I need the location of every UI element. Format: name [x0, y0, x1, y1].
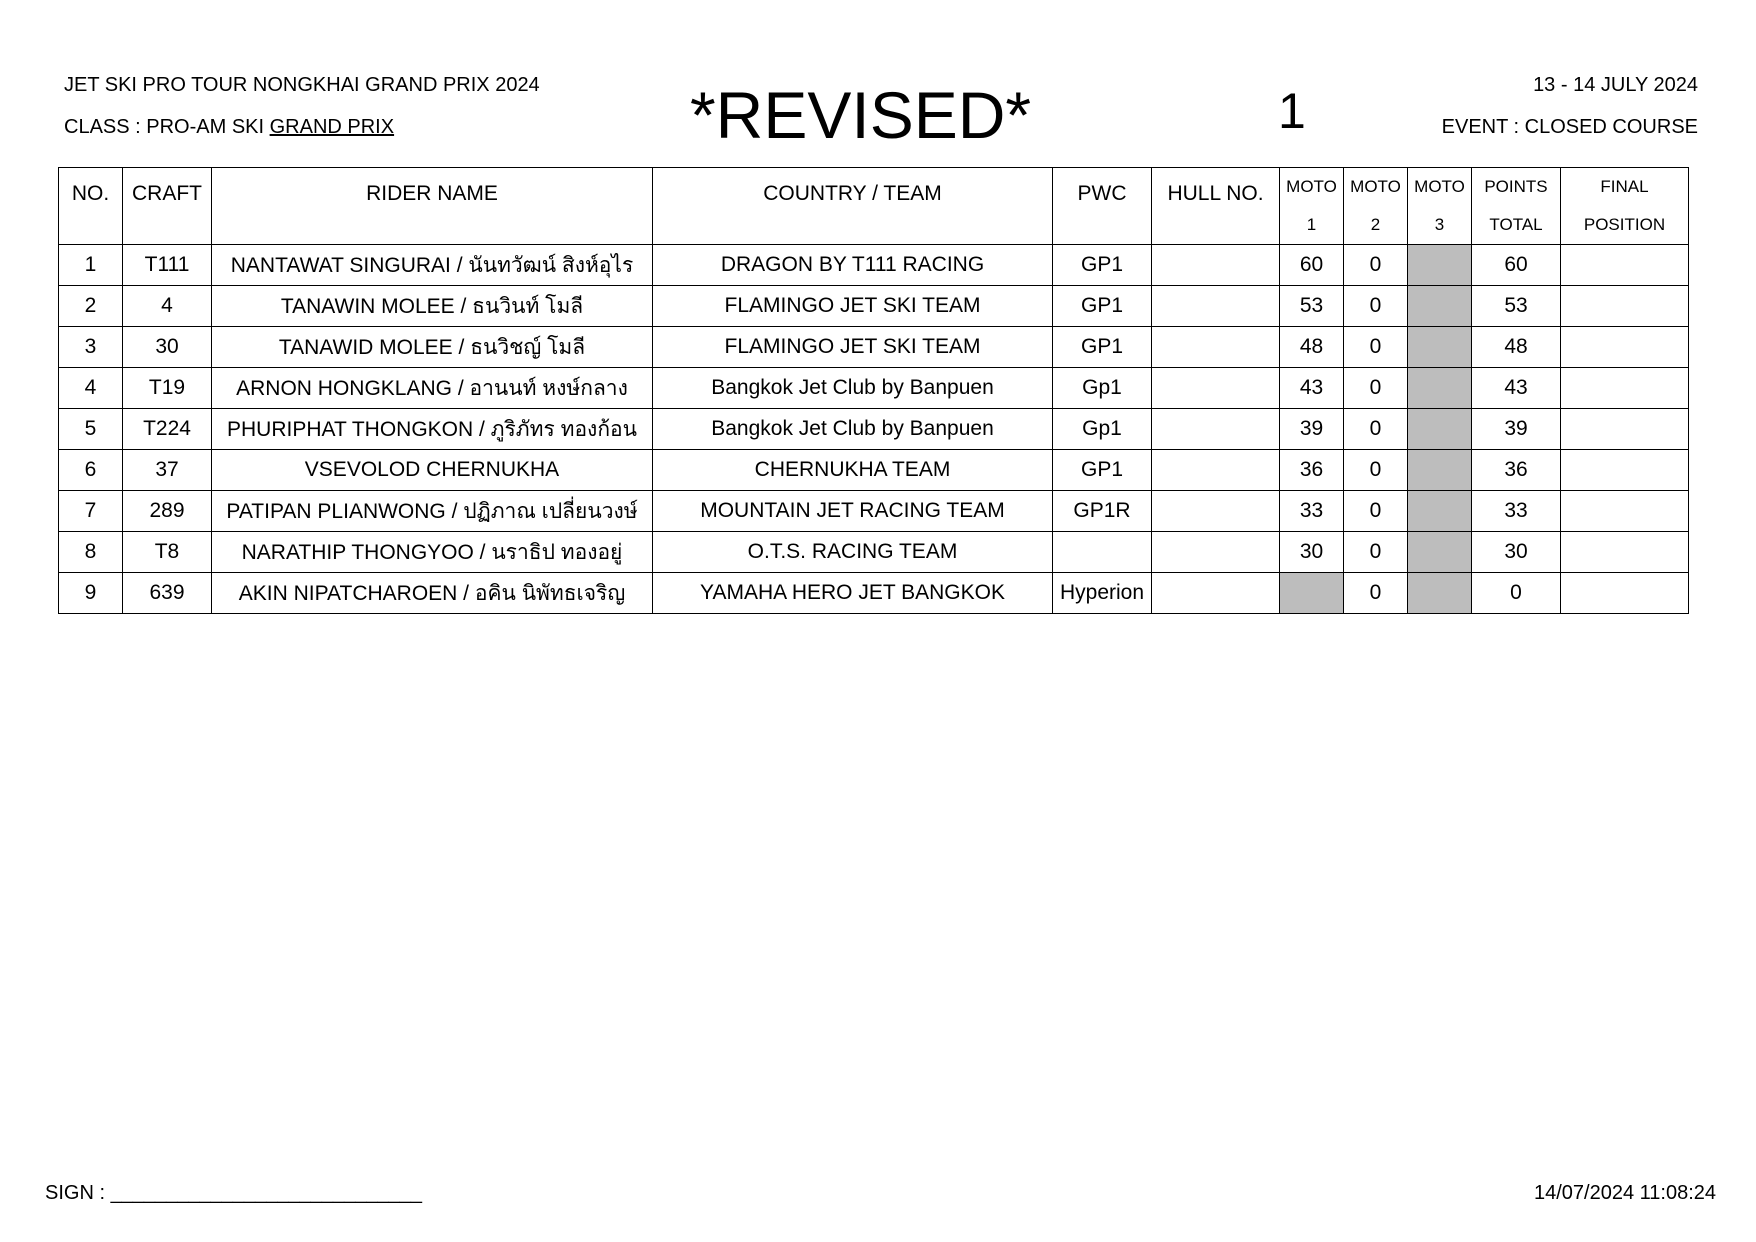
- cell-pwc: Gp1: [1053, 368, 1152, 409]
- col-team-header: COUNTRY / TEAM: [653, 168, 1053, 245]
- cell-no: 1: [59, 245, 123, 286]
- col-moto2-header: MOTO 2: [1344, 168, 1408, 245]
- cell-hull: [1152, 368, 1280, 409]
- cell-team: YAMAHA HERO JET BANGKOK: [653, 573, 1053, 614]
- table-row: [59, 368, 1689, 409]
- cell-craft: 4: [123, 286, 212, 327]
- col-no-header: NO.: [59, 168, 123, 245]
- cell-craft: 639: [123, 573, 212, 614]
- cell-craft: T224: [123, 409, 212, 450]
- event-date: 13 - 14 JULY 2024: [1533, 74, 1698, 96]
- print-timestamp: 14/07/2024 11:08:24: [1533, 1182, 1716, 1204]
- cell-final: [1561, 245, 1689, 286]
- cell-moto1: 43: [1280, 368, 1344, 409]
- cell-total: 30: [1472, 532, 1561, 573]
- table-row: [59, 327, 1689, 368]
- revised-banner: *REVISED*: [690, 78, 1032, 152]
- cell-moto3: [1408, 286, 1472, 327]
- cell-craft: T8: [123, 532, 212, 573]
- cell-moto2: 0: [1344, 573, 1408, 614]
- col-rider-header: RIDER NAME: [212, 168, 653, 245]
- cell-hull: [1152, 409, 1280, 450]
- cell-pwc: GP1R: [1053, 491, 1152, 532]
- cell-no: 5: [59, 409, 123, 450]
- cell-team: DRAGON BY T111 RACING: [653, 245, 1053, 286]
- event-type: EVENT : CLOSED COURSE: [1441, 116, 1698, 138]
- cell-rider: ARNON HONGKLANG / อานนท์ หงษ์กลาง: [212, 368, 653, 409]
- cell-moto1: 53: [1280, 286, 1344, 327]
- cell-moto3: [1408, 532, 1472, 573]
- cell-final: [1561, 532, 1689, 573]
- cell-moto3: [1408, 368, 1472, 409]
- cell-hull: [1152, 286, 1280, 327]
- cell-moto1: 48: [1280, 327, 1344, 368]
- table-row: [59, 409, 1689, 450]
- cell-total: 33: [1472, 491, 1561, 532]
- cell-rider: TANAWID MOLEE / ธนวิชญ์ โมลี: [212, 327, 653, 368]
- col-moto1-header: MOTO 1: [1280, 168, 1344, 245]
- cell-no: 4: [59, 368, 123, 409]
- cell-pwc: GP1: [1053, 327, 1152, 368]
- col-moto3-header: MOTO 3: [1408, 168, 1472, 245]
- cell-moto2: 0: [1344, 532, 1408, 573]
- cell-pwc: GP1: [1053, 245, 1152, 286]
- col-craft-header: CRAFT: [123, 168, 212, 245]
- cell-final: [1561, 327, 1689, 368]
- cell-final: [1561, 368, 1689, 409]
- cell-no: 7: [59, 491, 123, 532]
- cell-total: 36: [1472, 450, 1561, 491]
- cell-moto1: 39: [1280, 409, 1344, 450]
- cell-total: 53: [1472, 286, 1561, 327]
- table-row: [59, 491, 1689, 532]
- class-name: GRAND PRIX: [269, 116, 395, 138]
- cell-craft: 37: [123, 450, 212, 491]
- cell-rider: AKIN NIPATCHAROEN / อคิน นิพัทธเจริญ: [212, 573, 653, 614]
- cell-moto3: [1408, 409, 1472, 450]
- cell-final: [1561, 450, 1689, 491]
- cell-final: [1561, 491, 1689, 532]
- cell-moto1: 36: [1280, 450, 1344, 491]
- cell-moto2: 0: [1344, 409, 1408, 450]
- col-points-header: POINTS TOTAL: [1472, 168, 1561, 245]
- cell-moto1: 33: [1280, 491, 1344, 532]
- cell-team: Bangkok Jet Club by Banpuen: [653, 368, 1053, 409]
- cell-moto3: [1408, 491, 1472, 532]
- cell-moto2: 0: [1344, 450, 1408, 491]
- cell-moto2: 0: [1344, 286, 1408, 327]
- cell-total: 39: [1472, 409, 1561, 450]
- cell-moto3: [1408, 573, 1472, 614]
- cell-total: 43: [1472, 368, 1561, 409]
- page-number: 1: [1278, 83, 1306, 139]
- cell-team: Bangkok Jet Club by Banpuen: [653, 409, 1053, 450]
- cell-hull: [1152, 245, 1280, 286]
- table-header-row: [59, 168, 1689, 245]
- cell-total: 0: [1472, 573, 1561, 614]
- cell-moto1: [1280, 573, 1344, 614]
- class-prefix: CLASS : PRO-AM SKI: [64, 116, 270, 138]
- cell-moto2: 0: [1344, 491, 1408, 532]
- cell-moto2: 0: [1344, 327, 1408, 368]
- cell-final: [1561, 409, 1689, 450]
- cell-team: O.T.S. RACING TEAM: [653, 532, 1053, 573]
- cell-rider: NARATHIP THONGYOO / นราธิป ทองอยู่: [212, 532, 653, 573]
- cell-hull: [1152, 450, 1280, 491]
- class-label: [64, 117, 394, 137]
- cell-moto1: 30: [1280, 532, 1344, 573]
- cell-no: 2: [59, 286, 123, 327]
- results-table: [58, 167, 1689, 614]
- sign-line: SIGN : ____________________________: [45, 1182, 423, 1204]
- cell-craft: T111: [123, 245, 212, 286]
- cell-no: 3: [59, 327, 123, 368]
- table-row: [59, 245, 1689, 286]
- cell-hull: [1152, 491, 1280, 532]
- cell-team: FLAMINGO JET SKI TEAM: [653, 286, 1053, 327]
- table-row: [59, 450, 1689, 491]
- cell-final: [1561, 286, 1689, 327]
- cell-hull: [1152, 327, 1280, 368]
- table-row: [59, 532, 1689, 573]
- results-body: [59, 245, 1689, 614]
- cell-moto1: 60: [1280, 245, 1344, 286]
- cell-team: FLAMINGO JET SKI TEAM: [653, 327, 1053, 368]
- col-hull-header: HULL NO.: [1152, 168, 1280, 245]
- cell-team: CHERNUKHA TEAM: [653, 450, 1053, 491]
- cell-total: 48: [1472, 327, 1561, 368]
- table-row: [59, 286, 1689, 327]
- cell-rider: VSEVOLOD CHERNUKHA: [212, 450, 653, 491]
- cell-craft: 30: [123, 327, 212, 368]
- col-pwc-header: PWC: [1053, 168, 1152, 245]
- cell-team: MOUNTAIN JET RACING TEAM: [653, 491, 1053, 532]
- cell-rider: PATIPAN PLIANWONG / ปฏิภาณ เปลี่ยนวงษ์: [212, 491, 653, 532]
- cell-pwc: GP1: [1053, 286, 1152, 327]
- cell-total: 60: [1472, 245, 1561, 286]
- cell-no: 9: [59, 573, 123, 614]
- cell-moto2: 0: [1344, 368, 1408, 409]
- cell-hull: [1152, 573, 1280, 614]
- cell-pwc: GP1: [1053, 450, 1152, 491]
- event-title: JET SKI PRO TOUR NONGKHAI GRAND PRIX 2024: [64, 74, 540, 96]
- cell-no: 8: [59, 532, 123, 573]
- cell-hull: [1152, 532, 1280, 573]
- cell-rider: NANTAWAT SINGURAI / นันทวัฒน์ สิงห์อุไร: [212, 245, 653, 286]
- cell-craft: 289: [123, 491, 212, 532]
- cell-no: 6: [59, 450, 123, 491]
- cell-rider: TANAWIN MOLEE / ธนวินท์ โมลี: [212, 286, 653, 327]
- cell-moto2: 0: [1344, 245, 1408, 286]
- cell-pwc: [1053, 532, 1152, 573]
- cell-pwc: Hyperion: [1053, 573, 1152, 614]
- cell-moto3: [1408, 327, 1472, 368]
- cell-moto3: [1408, 450, 1472, 491]
- cell-pwc: Gp1: [1053, 409, 1152, 450]
- cell-final: [1561, 573, 1689, 614]
- cell-craft: T19: [123, 368, 212, 409]
- col-final-header: FINAL POSITION: [1561, 168, 1689, 245]
- table-row: [59, 573, 1689, 614]
- cell-rider: PHURIPHAT THONGKON / ภูริภัทร ทองก้อน: [212, 409, 653, 450]
- cell-moto3: [1408, 245, 1472, 286]
